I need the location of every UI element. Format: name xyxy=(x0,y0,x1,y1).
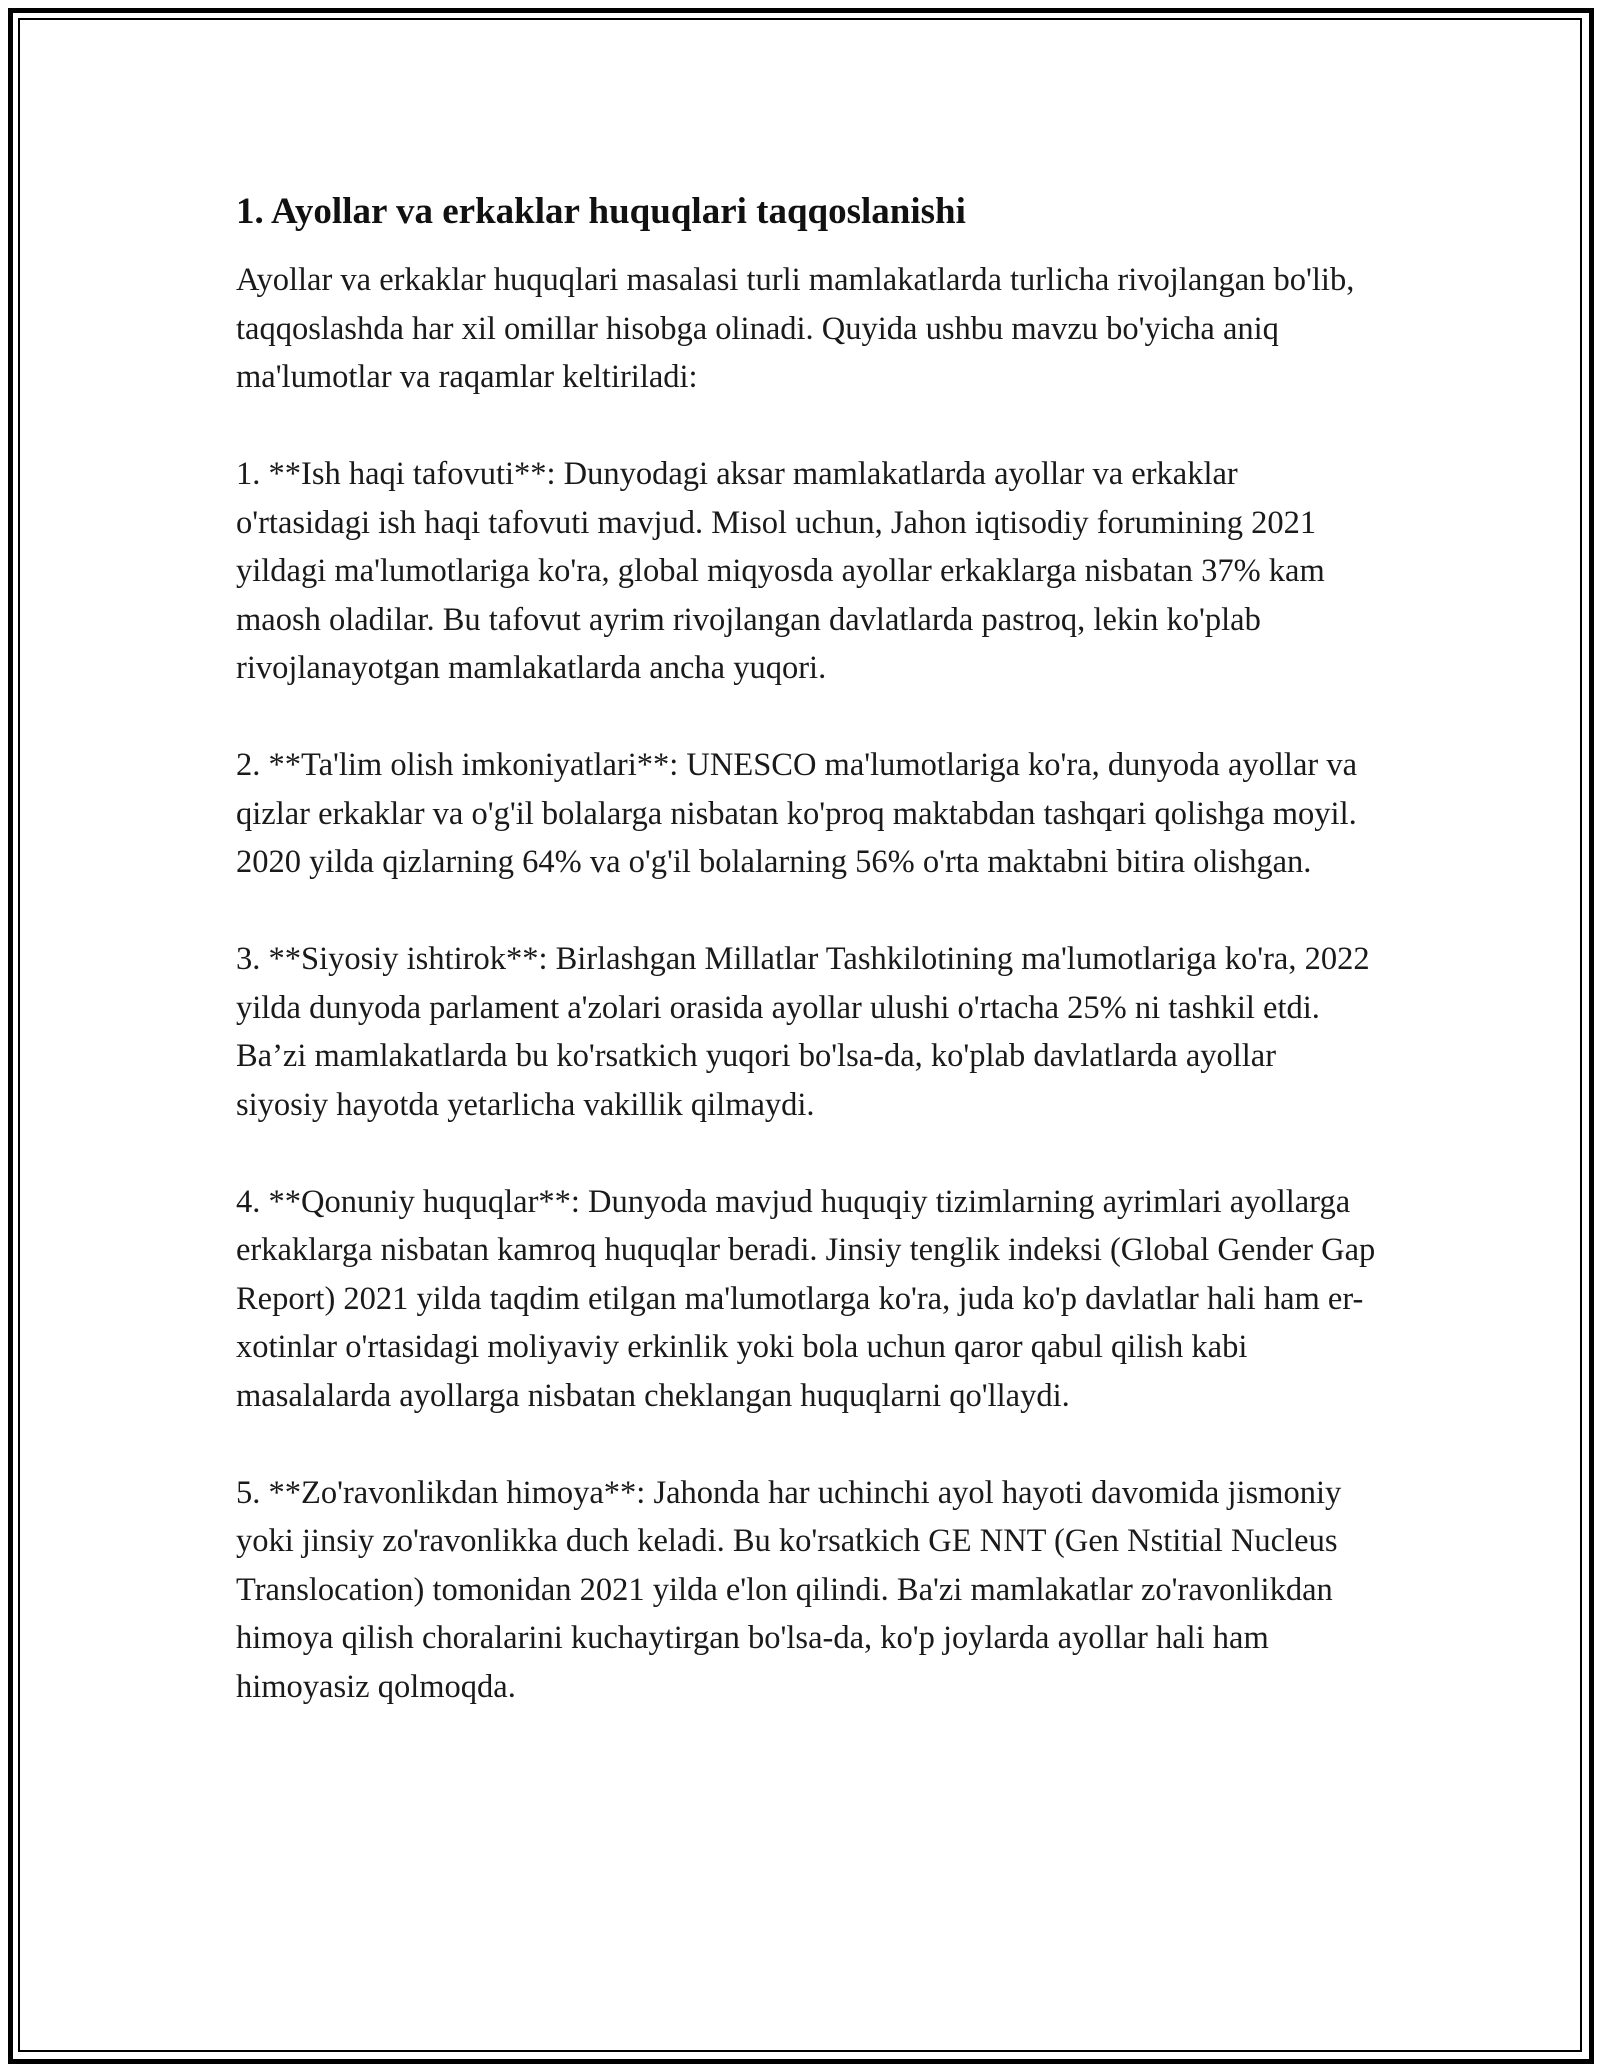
document-body xyxy=(236,188,1376,1760)
section-title: 1. Ayollar va erkaklar huquqlari taqqoslanishi xyxy=(236,191,966,232)
paragraph-education: 2. **Ta'lim olish imkoniyatlari**: UNESCO ma'lumotlariga ko'ra, dunyoda ayollar va qizlar erkaklar va o'g'il bolalarga nisbatan ko'proq maktabdan tashqari qolishga moyil. 2020 yilda qizlarning 64% va o'g'il bolalarning 56% o'rta maktabni bitira olishgan. xyxy=(236,747,1357,880)
paragraph-political-participation: 3. **Siyosiy ishtirok**: Birlashgan Millatlar Tashkilotining ma'lumotlariga ko'ra, 2022 yilda dunyoda parlament a'zolari orasida ayollar ulushi o'rtacha 25% ni tashkil etdi. Ba’zi mamlakatlarda bu ko'rsatkich yuqori bo'lsa-da, ko'plab davlatlarda ayollar siyosiy hayotda yetarlicha vakillik qilmaydi. xyxy=(236,941,1370,1123)
paragraph-legal-rights: 4. **Qonuniy huquqlar**: Dunyoda mavjud huquqiy tizimlarning ayrimlari ayollarga erkaklarga nisbatan kamroq huquqlar beradi. Jinsiy tenglik indeksi (Global Gender Gap Report) 2021 yilda taqdim etilgan ma'lumotlarga ko'ra, juda ko'p davlatlar hali ham er-xotinlar o'rtasidagi moliyaviy erkinlik yoki bola uchun qaror qabul qilish kabi masalalarda ayollarga nisbatan cheklangan huquqlarni qo'llaydi. xyxy=(236,1183,1376,1414)
intro-paragraph: Ayollar va erkaklar huquqlari masalasi turli mamlakatlarda turlicha rivojlangan bo'lib, taqqoslashda har xil omillar hisobga olinadi. Quyida ushbu mavzu bo'yicha aniq ma'lumotlar va raqamlar keltiriladi: xyxy=(236,262,1355,395)
paragraph-violence-protection: 5. **Zo'ravonlikdan himoya**: Jahonda har uchinchi ayol hayoti davomida jismoniy yoki jinsiy zo'ravonlikka duch keladi. Bu ko'rsatkich GE NNT (Gen Nstitial Nucleus Translocation) tomonidan 2021 yilda e'lon qilindi. Ba'zi mamlakatlar zo'ravonlikdan himoya qilish choralarini kuchaytirgan bo'lsa-da, ko'p joylarda ayollar hali ham himoyasiz qolmoqda. xyxy=(236,1474,1342,1705)
paragraph-wage-gap: 1. **Ish haqi tafovuti**: Dunyodagi aksar mamlakatlarda ayollar va erkaklar o'rtasidagi ish haqi tafovuti mavjud. Misol uchun, Jahon iqtisodiy forumining 2021 yildagi ma'lumotlariga ko'ra, global miqyosda ayollar erkaklarga nisbatan 37% kam maosh oladilar. Bu tafovut ayrim rivojlangan davlatlarda pastroq, lekin ko'plab rivojlanayotgan mamlakatlarda ancha yuqori. xyxy=(236,456,1325,686)
